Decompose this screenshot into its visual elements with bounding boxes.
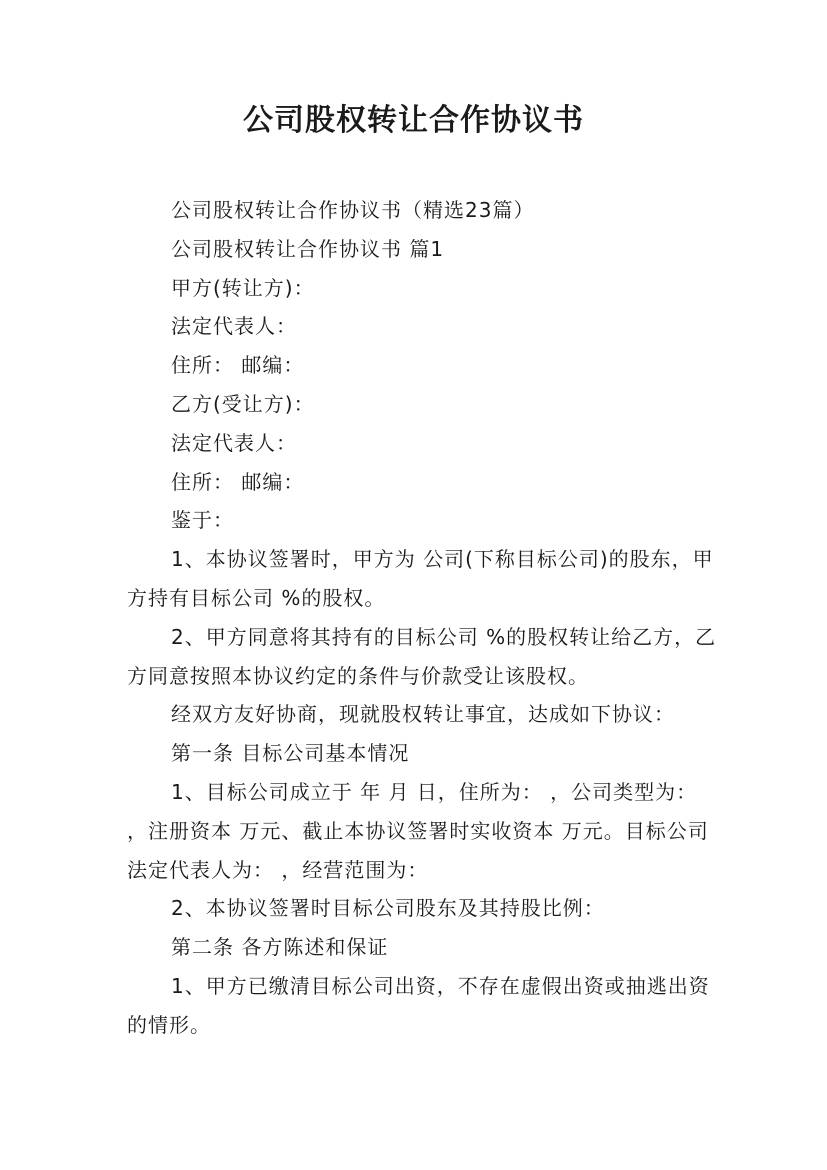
document-title: 公司股权转让合作协议书 bbox=[243, 103, 584, 138]
paragraph-article-1-heading: 第一条 目标公司基本情况 bbox=[171, 741, 410, 766]
paragraph-party-b-representative: 法定代表人： bbox=[171, 430, 297, 455]
paragraph-section-heading: 公司股权转让合作协议书 篇1 bbox=[171, 236, 445, 261]
paragraph-party-b: 乙方(受让方)： bbox=[171, 391, 315, 416]
paragraph-article-2-item-1: 1、甲方已缴清目标公司出资，不存在虚假出资或抽逃出资的情形。 bbox=[127, 973, 710, 1037]
paragraph-agreement-intro: 经双方友好协商，现就股权转让事宜，达成如下协议： bbox=[171, 702, 675, 727]
paragraph-article-1-item-1: 1、目标公司成立于 年 月 日，住所为： ，公司类型为： ，注册资本 万元、截止本协议签署时实收资本 万元。目标公司法定代表人为： ，经营范围为： bbox=[127, 779, 709, 882]
paragraph-article-2-heading: 第二条 各方陈述和保证 bbox=[171, 935, 389, 960]
document-body bbox=[127, 191, 717, 1045]
paragraph-party-b-address: 住所： 邮编： bbox=[171, 469, 305, 494]
paragraph-whereas-1: 1、本协议签署时，甲方为 公司(下称目标公司)的股东，甲方持有目标公司 %的股权。 bbox=[127, 547, 714, 610]
paragraph-article-1-item-2: 2、本协议签署时目标公司股东及其持股比例： bbox=[171, 896, 605, 921]
paragraph-party-a-address: 住所： 邮编： bbox=[171, 353, 305, 378]
paragraph-whereas: 鉴于： bbox=[171, 508, 234, 533]
paragraph-whereas-2: 2、甲方同意将其持有的目标公司 %的股权转让给乙方，乙方同意按照本协议约定的条件与价款受让该股权。 bbox=[127, 624, 717, 688]
paragraph-party-a-representative: 法定代表人： bbox=[171, 314, 297, 339]
paragraph-party-a: 甲方(转让方)： bbox=[171, 275, 315, 300]
paragraph-subtitle: 公司股权转让合作协议书（精选23篇） bbox=[171, 198, 535, 222]
